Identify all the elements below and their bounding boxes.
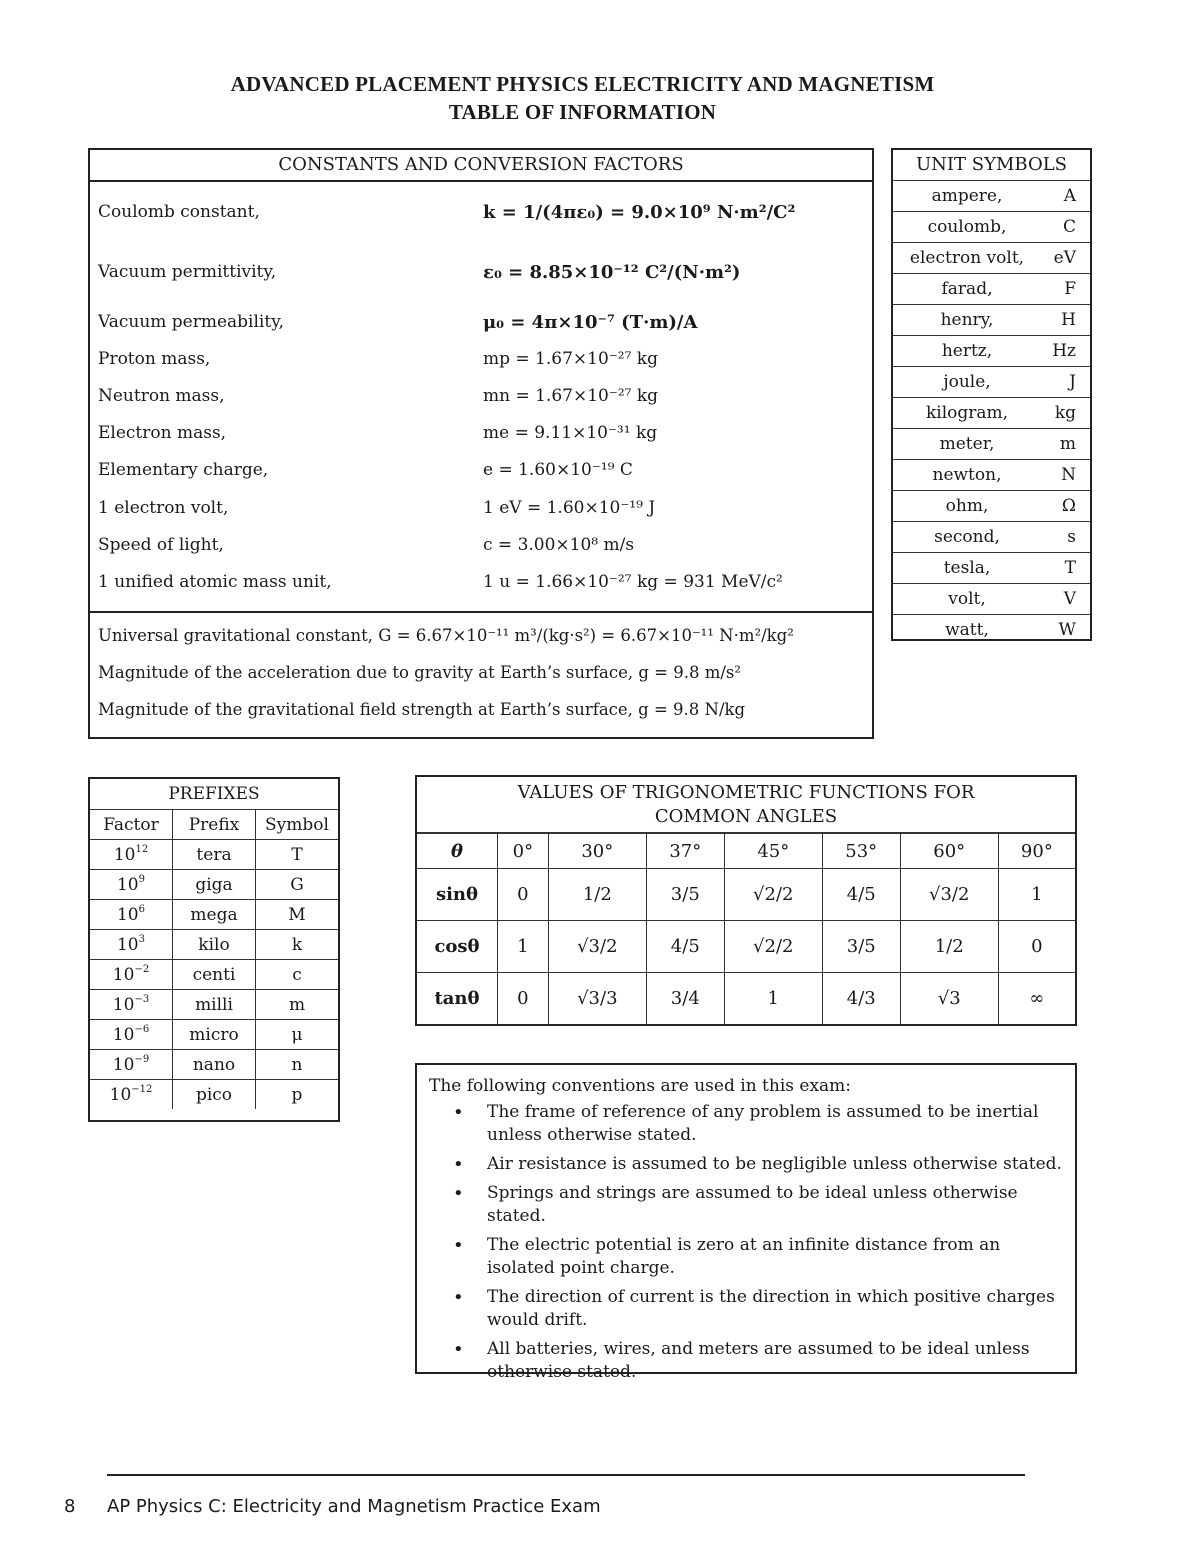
prefix-row [90,930,338,960]
trig-value: 4/5 [822,869,900,921]
prefix-name: micro [173,1020,256,1050]
trig-function: tanθ [417,973,498,1025]
unit-name: watt, [893,615,1041,646]
trig-value: ∞ [998,973,1075,1025]
prefix-base: 10 [109,1084,132,1105]
prefix-exponent: −9 [134,1053,150,1065]
permeability-value: μ₀ = 4π×10⁻⁷ (T·m)/A [483,312,698,333]
trig-header-line1: VALUES OF TRIGONOMETRIC FUNCTIONS FOR [517,782,975,803]
grav-field: Magnitude of the gravitational field strength at Earth’s surface, g = 9.8 N/kg [98,700,746,719]
prefix-symbol: T [256,840,339,870]
prefix-factor [90,1050,173,1080]
trig-row [417,973,1075,1025]
unit-name: newton, [893,460,1041,491]
trig-value: 0 [498,973,549,1025]
unit-name: volt, [893,584,1041,615]
proton-label: Proton mass, [98,349,211,369]
proton-value: mp = 1.67×10⁻²⁷ kg [483,349,658,369]
unit-symbol: Hz [1041,336,1090,367]
unit-row [893,522,1090,553]
prefix-exponent: −6 [134,1023,150,1035]
trig-value: 1 [724,973,822,1025]
trig-value: 3/5 [646,869,724,921]
prefix-name: kilo [173,930,256,960]
prefixes-box [88,777,340,1122]
unit-symbol: T [1041,553,1090,584]
trig-box [415,775,1077,1026]
constants-header: CONSTANTS AND CONVERSION FACTORS [90,150,872,182]
trig-theta-header: θ [417,834,498,869]
prefix-name: giga [173,870,256,900]
unit-symbol: J [1041,367,1090,398]
unit-name: kilogram, [893,398,1041,429]
prefix-name: tera [173,840,256,870]
prefix-exponent: 3 [138,933,145,945]
trig-value: √3/2 [548,921,646,973]
prefix-row [90,990,338,1020]
unit-name: second, [893,522,1041,553]
trig-value: 4/3 [822,973,900,1025]
prefix-symbol: M [256,900,339,930]
coulomb-label: Coulomb constant, [98,202,260,222]
trig-header [417,777,1075,833]
footer-rule [107,1474,1025,1476]
unit-symbol: kg [1041,398,1090,429]
permittivity-value: ε₀ = 8.85×10⁻¹² C²/(N·m²) [483,262,741,283]
trig-value: 0 [998,921,1075,973]
neutron-value: mn = 1.67×10⁻²⁷ kg [483,386,659,406]
unit-name: tesla, [893,553,1041,584]
col-symbol: Symbol [256,810,339,840]
trig-value: 1/2 [548,869,646,921]
page-subtitle: TABLE OF INFORMATION [448,100,717,124]
unit-row [893,274,1090,305]
unit-symbol: s [1041,522,1090,553]
unit-row [893,243,1090,274]
unit-row [893,491,1090,522]
trig-value: 3/4 [646,973,724,1025]
trig-value: 0 [498,869,549,921]
prefix-base: 10 [116,904,139,925]
trig-value: 3/5 [822,921,900,973]
convention-item: • The direction of current is the direction in which positive charges would drift. [487,1286,1063,1332]
prefix-symbol: G [256,870,339,900]
unit-symbol: N [1041,460,1090,491]
unit-name: ohm, [893,491,1041,522]
prefix-base: 10 [112,994,135,1015]
trig-value: √3/2 [900,869,998,921]
trig-angle: 30° [548,834,646,869]
prefix-factor [90,930,173,960]
charge-value: e = 1.60×10⁻¹⁹ C [483,460,633,480]
prefix-base: 10 [116,934,139,955]
conventions-list [429,1101,1063,1384]
prefix-symbol: c [256,960,339,990]
unit-symbol: A [1041,181,1090,212]
prefix-base: 10 [112,1024,135,1045]
trig-value: 1 [998,869,1075,921]
convention-item: • All batteries, wires, and meters are assumed to be ideal unless otherwise stated. [487,1338,1063,1384]
prefix-factor [90,840,173,870]
unit-row [893,181,1090,212]
prefix-row [90,870,338,900]
trig-function: sinθ [417,869,498,921]
light-label: Speed of light, [98,535,224,555]
prefix-factor [90,1020,173,1050]
unit-symbol: eV [1041,243,1090,274]
prefix-name: nano [173,1050,256,1080]
trig-value: √2/2 [724,869,822,921]
prefix-name: milli [173,990,256,1020]
prefix-symbol: k [256,930,339,960]
prefix-factor [90,1080,173,1110]
unit-name: hertz, [893,336,1041,367]
ev-value: 1 eV = 1.60×10⁻¹⁹ J [483,498,656,518]
prefix-factor [90,990,173,1020]
unit-name: coulomb, [893,212,1041,243]
prefix-exponent: 9 [138,873,145,885]
prefix-factor [90,900,173,930]
prefix-exponent: −12 [131,1083,153,1095]
prefix-symbol: m [256,990,339,1020]
footer-text: AP Physics C: Electricity and Magnetism Practice Exam [107,1496,601,1517]
trig-value: 1 [498,921,549,973]
unit-row [893,429,1090,460]
prefixes-table [90,779,338,1109]
prefix-symbol: μ [256,1020,339,1050]
convention-item: • The electric potential is zero at an infinite distance from an isolated point charge. [487,1234,1063,1280]
trig-table [417,833,1075,1025]
prefix-base: 10 [112,964,135,985]
prefix-name: mega [173,900,256,930]
unit-name: ampere, [893,181,1041,212]
unit-name: electron volt, [893,243,1041,274]
prefix-symbol: p [256,1080,339,1110]
prefix-row [90,960,338,990]
col-factor: Factor [90,810,173,840]
unit-symbol: W [1041,615,1090,646]
unit-symbols-table [893,180,1090,645]
permittivity-label: Vacuum permittivity, [98,262,277,282]
convention-item: • The frame of reference of any problem is assumed to be inertial unless otherwise stated. [487,1101,1063,1147]
electron-label: Electron mass, [98,423,227,443]
unit-name: farad, [893,274,1041,305]
unit-symbol: Ω [1041,491,1090,522]
trig-angle: 0° [498,834,549,869]
amu-label: 1 unified atomic mass unit, [98,572,332,592]
unit-row [893,336,1090,367]
prefix-name: pico [173,1080,256,1110]
trig-angle: 60° [900,834,998,869]
page-title: ADVANCED PLACEMENT PHYSICS ELECTRICITY AND MAGNETISM [230,72,935,96]
trig-angle: 53° [822,834,900,869]
grav-accel: Magnitude of the acceleration due to gravity at Earth’s surface, g = 9.8 m/s² [98,663,742,682]
prefix-factor [90,870,173,900]
unit-symbol: F [1041,274,1090,305]
unit-row [893,553,1090,584]
prefix-exponent: −2 [134,963,150,975]
trig-value: √3 [900,973,998,1025]
trig-row [417,921,1075,973]
prefix-exponent: 6 [138,903,145,915]
unit-symbol: V [1041,584,1090,615]
unit-symbols-header: UNIT SYMBOLS [915,154,1067,175]
constants-box [88,148,874,739]
electron-value: me = 9.11×10⁻³¹ kg [483,423,658,443]
prefix-row [90,1050,338,1080]
unit-row [893,584,1090,615]
col-prefix: Prefix [173,810,256,840]
prefix-base: 10 [116,874,139,895]
unit-symbol: H [1041,305,1090,336]
unit-name: meter, [893,429,1041,460]
trig-header-line2: COMMON ANGLES [654,806,838,827]
page-number: 8 [64,1496,76,1517]
prefix-name: centi [173,960,256,990]
neutron-label: Neutron mass, [98,386,225,406]
trig-function: cosθ [417,921,498,973]
unit-name: joule, [893,367,1041,398]
unit-row [893,398,1090,429]
prefix-row [90,1020,338,1050]
trig-value: 1/2 [900,921,998,973]
prefix-exponent: 12 [135,843,149,855]
prefix-base: 10 [112,1054,135,1075]
unit-name: henry, [893,305,1041,336]
grav-constant: Universal gravitational constant, G = 6.67×10⁻¹¹ m³/(kg·s²) = 6.67×10⁻¹¹ N·m²/kg² [98,626,794,645]
prefix-row [90,840,338,870]
coulomb-value: k = 1/(4πε₀) = 9.0×10⁹ N·m²/C² [483,202,796,223]
prefix-exponent: −3 [134,993,150,1005]
unit-symbol: m [1041,429,1090,460]
unit-row [893,367,1090,398]
prefix-row [90,1080,338,1110]
charge-label: Elementary charge, [98,460,269,480]
trig-angle: 45° [724,834,822,869]
trig-angle: 90° [998,834,1075,869]
prefix-factor [90,960,173,990]
permeability-label: Vacuum permeability, [98,312,284,332]
unit-row [893,212,1090,243]
constants-divider [90,611,872,613]
trig-value: √2/2 [724,921,822,973]
unit-symbols-box [891,148,1092,641]
convention-item: • Air resistance is assumed to be negligible unless otherwise stated. [487,1153,1063,1176]
unit-symbol: C [1041,212,1090,243]
ev-label: 1 electron volt, [98,498,229,518]
convention-item: • Springs and strings are assumed to be ideal unless otherwise stated. [487,1182,1063,1228]
prefix-base: 10 [113,844,136,865]
unit-row [893,460,1090,491]
prefixes-header: PREFIXES [90,779,338,810]
amu-value: 1 u = 1.66×10⁻²⁷ kg = 931 MeV/c² [483,572,783,592]
unit-row [893,305,1090,336]
conventions-box [415,1063,1077,1382]
trig-row [417,869,1075,921]
trig-value: √3/3 [548,973,646,1025]
light-value: c = 3.00×10⁸ m/s [483,535,635,555]
trig-angle: 37° [646,834,724,869]
unit-row [893,615,1090,646]
prefix-symbol: n [256,1050,339,1080]
conventions-intro: The following conventions are used in this exam: [429,1076,852,1096]
prefix-row [90,900,338,930]
trig-value: 4/5 [646,921,724,973]
